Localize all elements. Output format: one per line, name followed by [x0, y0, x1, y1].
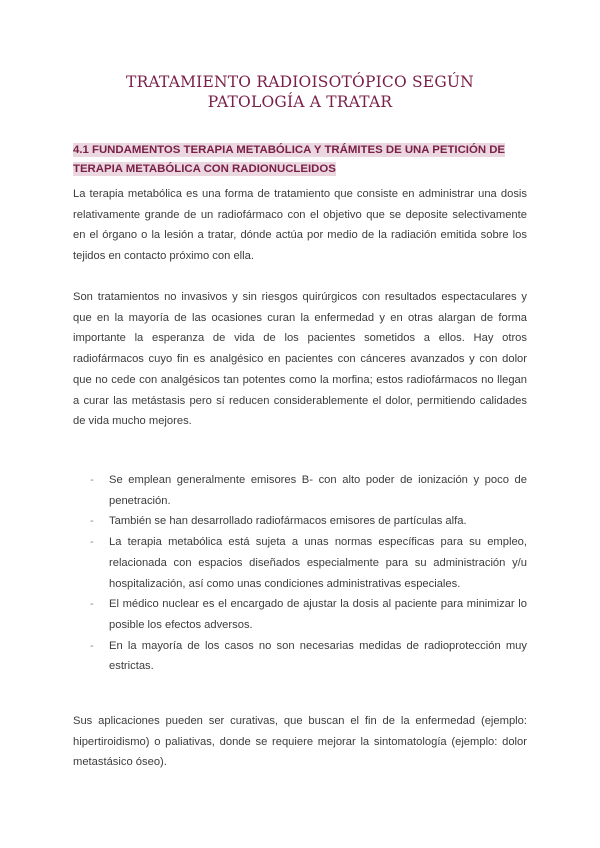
document-title-line-2: PATOLOGÍA A TRATAR [207, 93, 393, 111]
list-item-text: En la mayoría de los casos no son necesarias medidas de radioprotección muy estrictas. [109, 639, 527, 673]
list-item [73, 636, 527, 677]
section-heading-text: 4.1 FUNDAMENTOS TERAPIA METABÓLICA Y TRÁMITES DE UNA PETICIÓN DE TERAPIA METABÓLICA CON RADIONUCLEIDOS [73, 144, 506, 175]
list-item-text: El médico nuclear es el encargado de ajustar la dosis al paciente para minimizar lo posible los efectos adversos. [109, 598, 527, 631]
list-item-text: Se emplean generalmente emisores B- con alto poder de ionización y poco de penetración. [109, 474, 527, 507]
paragraph-treatments: Son tratamientos no invasivos y sin riesgos quirúrgicos con resultados espectaculares y que en la mayoría de las ocasiones curan la enfermedad y en otras alargan de forma importante la esperanza de vida de los pacientes sometidos a ellos. Hay otros radiofármacos cuyo fin es analgésico en pacientes con cánceres avanzados y con dolor que no cede con analgésicos tan potentes como la morfina; estos radiofármacos no llegan a curar las metástasis pero sí reducen considerablemente el dolor, permitiendo calidades de vida mucho mejores. [73, 291, 527, 428]
section-heading [73, 141, 528, 179]
bullet-dash: - [90, 515, 94, 528]
bullet-dash: - [90, 474, 94, 486]
list-item [73, 594, 527, 635]
bullet-dash: - [90, 639, 94, 652]
list-item-text: La terapia metabólica está sujeta a unas normas específicas para su empleo, relacionada con espacios diseñados especialmente para su administración y/u hospitalización, así como unas condiciones administrativas especiales. [109, 536, 527, 590]
list-item [73, 532, 527, 594]
bullet-dash: - [90, 536, 94, 549]
document-title-line-1: TRATAMIENTO RADIOISOTÓPICO SEGÚN [126, 73, 474, 91]
list-item-text: También se han desarrollado radiofármacos emisores de partículas alfa. [109, 515, 467, 528]
paragraph-intro: La terapia metabólica es una forma de tratamiento que consiste en administrar una dosis relativamente grande de un radiofármaco con el objetivo que se deposite selectivamente en el órgano o la lesión a tratar, dónde actúa por medio de la radiación emitida sobre los tejidos en contacto próximo con ella. [73, 188, 527, 263]
list-item [73, 470, 527, 511]
document-title [0, 72, 600, 112]
bullet-list [73, 470, 527, 677]
list-item [73, 511, 527, 532]
bullet-dash: - [90, 598, 94, 611]
paragraph-applications: Sus aplicaciones pueden ser curativas, que buscan el fin de la enfermedad (ejemplo: hipertiroidismo) o paliativas, donde se requiere mejorar la sintomatología (ejemplo: dolor metastásico óseo). [73, 715, 527, 769]
